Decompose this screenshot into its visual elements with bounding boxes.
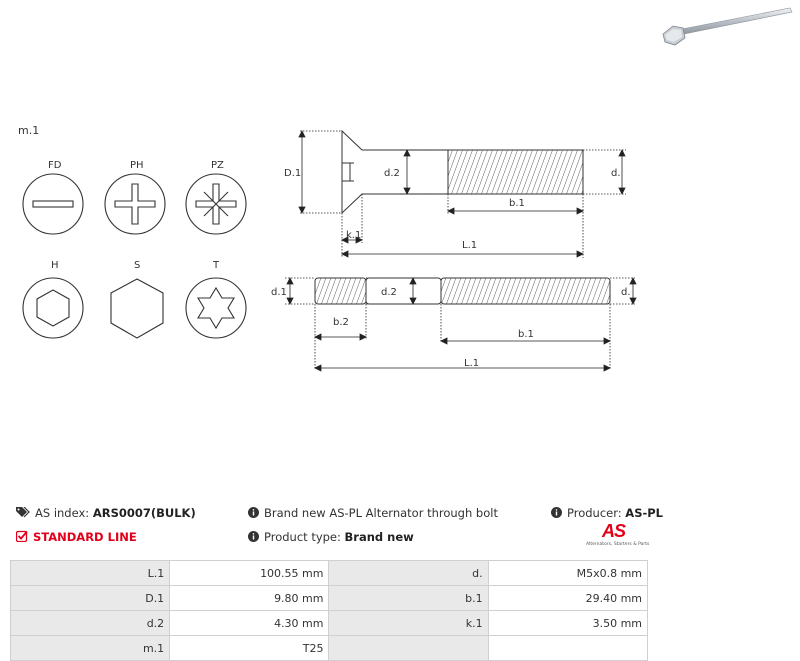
info-icon: [248, 507, 259, 521]
head-code-s: S: [134, 260, 141, 271]
description: [248, 506, 498, 521]
spec-key: d.2: [11, 611, 170, 636]
dim-label-d2-bottom: d.2: [381, 287, 397, 298]
head-code-pz: PZ: [211, 160, 224, 171]
hex-socket-head-icon: [23, 278, 83, 338]
dim-label-k1: k.1: [346, 230, 362, 241]
head-code-h: H: [51, 260, 59, 271]
pozidriv-head-icon: [186, 174, 246, 234]
spec-value: 4.30 mm: [170, 611, 329, 636]
spec-key: [329, 636, 488, 661]
phillips-head-icon: [105, 174, 165, 234]
dim-label-D1: D.1: [284, 168, 302, 179]
head-code-fd: FD: [48, 160, 62, 171]
flat-slot-head-icon: [23, 174, 83, 234]
product-type-label: Product type:: [264, 530, 341, 544]
dim-label-b2-bottom: b.2: [333, 317, 349, 328]
dim-label-d: d.: [611, 168, 621, 179]
head-code-t: T: [213, 260, 220, 271]
check-square-icon: [16, 530, 28, 545]
spec-value: 29.40 mm: [488, 586, 647, 611]
dim-label-d2: d.2: [384, 168, 400, 179]
spec-key: k.1: [329, 611, 488, 636]
product-type-value: Brand new: [344, 530, 414, 544]
bolt-technical-drawing: [270, 115, 650, 385]
spec-key: b.1: [329, 586, 488, 611]
table-row: [11, 636, 648, 661]
logo-caption: Alternators, Starters & Parts: [586, 542, 650, 547]
dim-label-L1: L.1: [462, 240, 478, 251]
producer-label: Producer:: [567, 506, 622, 520]
standard-line: [16, 530, 137, 545]
head-types-drawing: [0, 170, 270, 345]
dim-label-d-bottom: d.: [621, 287, 631, 298]
hex-head-icon: [111, 279, 163, 338]
spec-value: 3.50 mm: [488, 611, 647, 636]
info-icon: [248, 531, 259, 545]
product-type: [248, 530, 414, 545]
spec-value: 9.80 mm: [170, 586, 329, 611]
as-index-value: ARS0007(BULK): [92, 506, 196, 520]
info-icon: [551, 507, 562, 521]
spec-value: M5x0.8 mm: [488, 561, 647, 586]
spec-value: 100.55 mm: [170, 561, 329, 586]
product-photo: [655, 0, 800, 52]
head-code-ph: PH: [130, 160, 144, 171]
as-index: [16, 506, 196, 521]
spec-key: D.1: [11, 586, 170, 611]
torx-head-icon: [186, 278, 246, 338]
standard-line-label: STANDARD LINE: [33, 530, 137, 544]
as-index-label: AS index:: [35, 506, 90, 520]
table-row: [11, 586, 648, 611]
table-row: [11, 611, 648, 636]
spec-key: d.: [329, 561, 488, 586]
dim-label-b1-bottom: b.1: [518, 329, 534, 340]
spec-key: L.1: [11, 561, 170, 586]
dim-label-L1-bottom: L.1: [464, 358, 480, 369]
description-text: Brand new AS-PL Alternator through bolt: [264, 506, 498, 520]
dim-label-b1: b.1: [509, 198, 525, 209]
producer-logo: [586, 521, 650, 553]
specification-table: [10, 560, 648, 661]
table-row: [11, 561, 648, 586]
producer: [551, 506, 663, 521]
spec-value: [488, 636, 647, 661]
spec-value: T25: [170, 636, 329, 661]
m1-label: m.1: [18, 124, 40, 137]
logo-mark: AS: [602, 521, 626, 541]
tags-icon: [16, 507, 30, 521]
spec-key: m.1: [11, 636, 170, 661]
dim-label-d1-bottom: d.1: [271, 287, 287, 298]
producer-value: AS-PL: [625, 506, 664, 520]
